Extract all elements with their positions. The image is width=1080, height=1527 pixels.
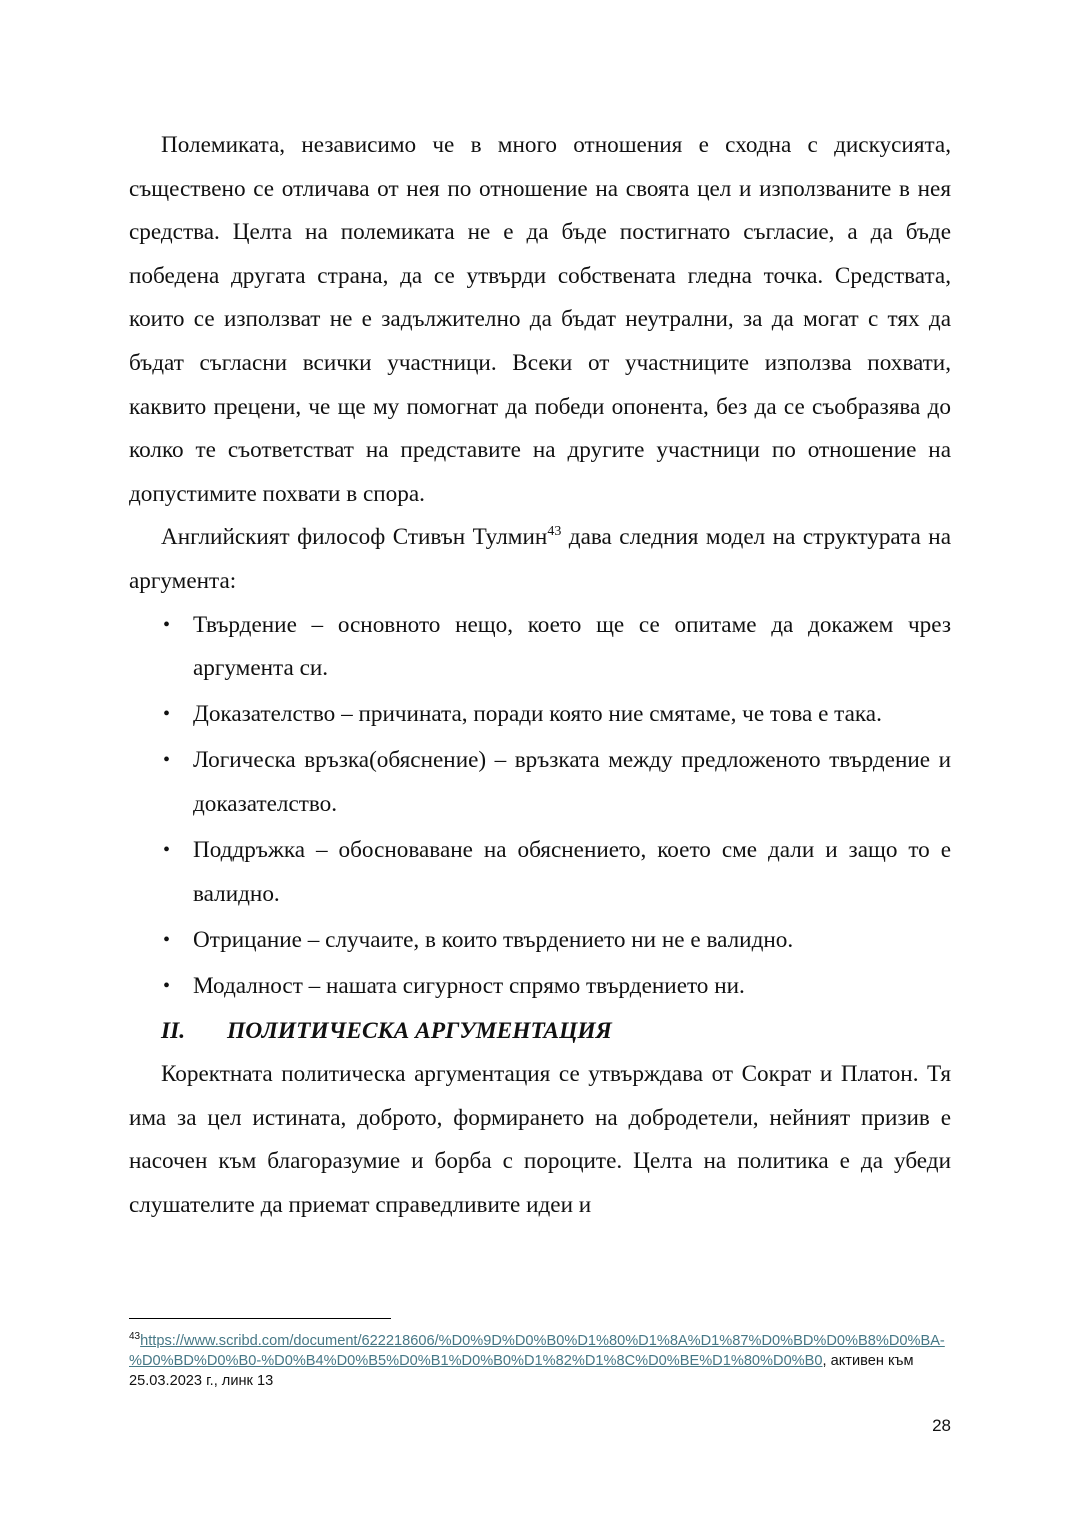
bullet-icon: • <box>163 749 171 772</box>
footnote-link[interactable]: https://www.scribd.com/document/622218606/%D0%9D%D0%B0%D1%80%D1%8A%D1%87%D0%BD%D0%B8%D0%BA-%D0%BD%D0%B0-%D0%B4%D0%B5%D0%B1%D0%B0%D1%82%D1%8C%D0%BE%D1%80%D0%B0 <box>129 1333 945 1369</box>
footnote <box>129 1331 951 1391</box>
argument-structure-list <box>129 604 951 1009</box>
paragraph-polemic: Полемиката, независимо че в много отношения е сходна с дискусията, съществено се отличава от нея по отношение на своята цел и използваните в нея средства. Целта на полемиката не е да бъде постигнато съгласие, а да бъде победена другата страна, да се утвърди собствената гледна точка. Средствата, които се използват не е задължително да бъдат неутрални, за да могат с тях да бъдат съгласни всички участници. Всеки от участниците използва похвати, каквито прецени, че ще му помогнат да победи опонента, без да се съобразява до колко те съответстват на представите на другите участници по отношение на допустимите похвати в спора. <box>129 132 951 507</box>
body-text-upper <box>129 124 951 1011</box>
footnote-reference[interactable]: 43 <box>547 524 562 540</box>
footnote-marker: 43 <box>129 1331 141 1342</box>
body-text-lower <box>129 1053 951 1227</box>
section-title: ПОЛИТИЧЕСКА АРГУМЕНТАЦИЯ <box>227 1018 612 1044</box>
list-item-text: Логическа връзка(обяснение) – връзката между предложеното твърдение и доказателство. <box>193 747 951 817</box>
list-item-text: Доказателство – причината, поради която ние смятаме, че това е така. <box>193 701 882 728</box>
page-number: 28 <box>932 1416 951 1435</box>
footnote-suffix: , активен към 25.03.2023 г., линк 13 <box>129 1353 914 1389</box>
list-item <box>129 829 951 916</box>
list-item-text: Твърдение – основното нещо, което ще се опитаме да докажем чрез аргумента си. <box>193 611 951 682</box>
list-item-text: Отрицание – случаите, в които твърдението ни не е валидно. <box>193 926 794 953</box>
list-item <box>129 919 951 963</box>
section-heading <box>161 1013 612 1049</box>
list-item-text: Модалност – нашата сигурност спрямо твърдението ни. <box>193 972 745 999</box>
list-item <box>129 965 951 1009</box>
list-item-text: Поддръжка – обосноваване на обяснението, което сме дали и защо то е валидно. <box>193 837 951 907</box>
paragraph-political-argumentation: Коректната политическа аргументация се утвърждава от Сократ и Платон. Тя има за цел истината, доброто, формирането на добродетели, нейният призив е насочен към благоразумие и борба с пороците. Целта на политика е да убеди слушателите да приемат справедливите идеи и <box>129 1061 951 1218</box>
bullet-icon: • <box>163 839 171 861</box>
paragraph-toulmin <box>129 516 951 603</box>
bullet-icon: • <box>163 928 171 951</box>
toulmin-intro: Английският философ Стивън Тулмин <box>161 524 548 551</box>
list-item <box>129 739 951 826</box>
list-item <box>129 693 951 737</box>
bullet-icon: • <box>163 613 171 636</box>
list-item <box>129 604 951 691</box>
bullet-icon: • <box>163 703 171 726</box>
footnote-separator <box>129 1318 391 1319</box>
section-number: II. <box>161 1018 186 1044</box>
bullet-icon: • <box>163 974 171 997</box>
toulmin-continuation: дава следния модел на структурата на аргумента: <box>129 524 952 594</box>
